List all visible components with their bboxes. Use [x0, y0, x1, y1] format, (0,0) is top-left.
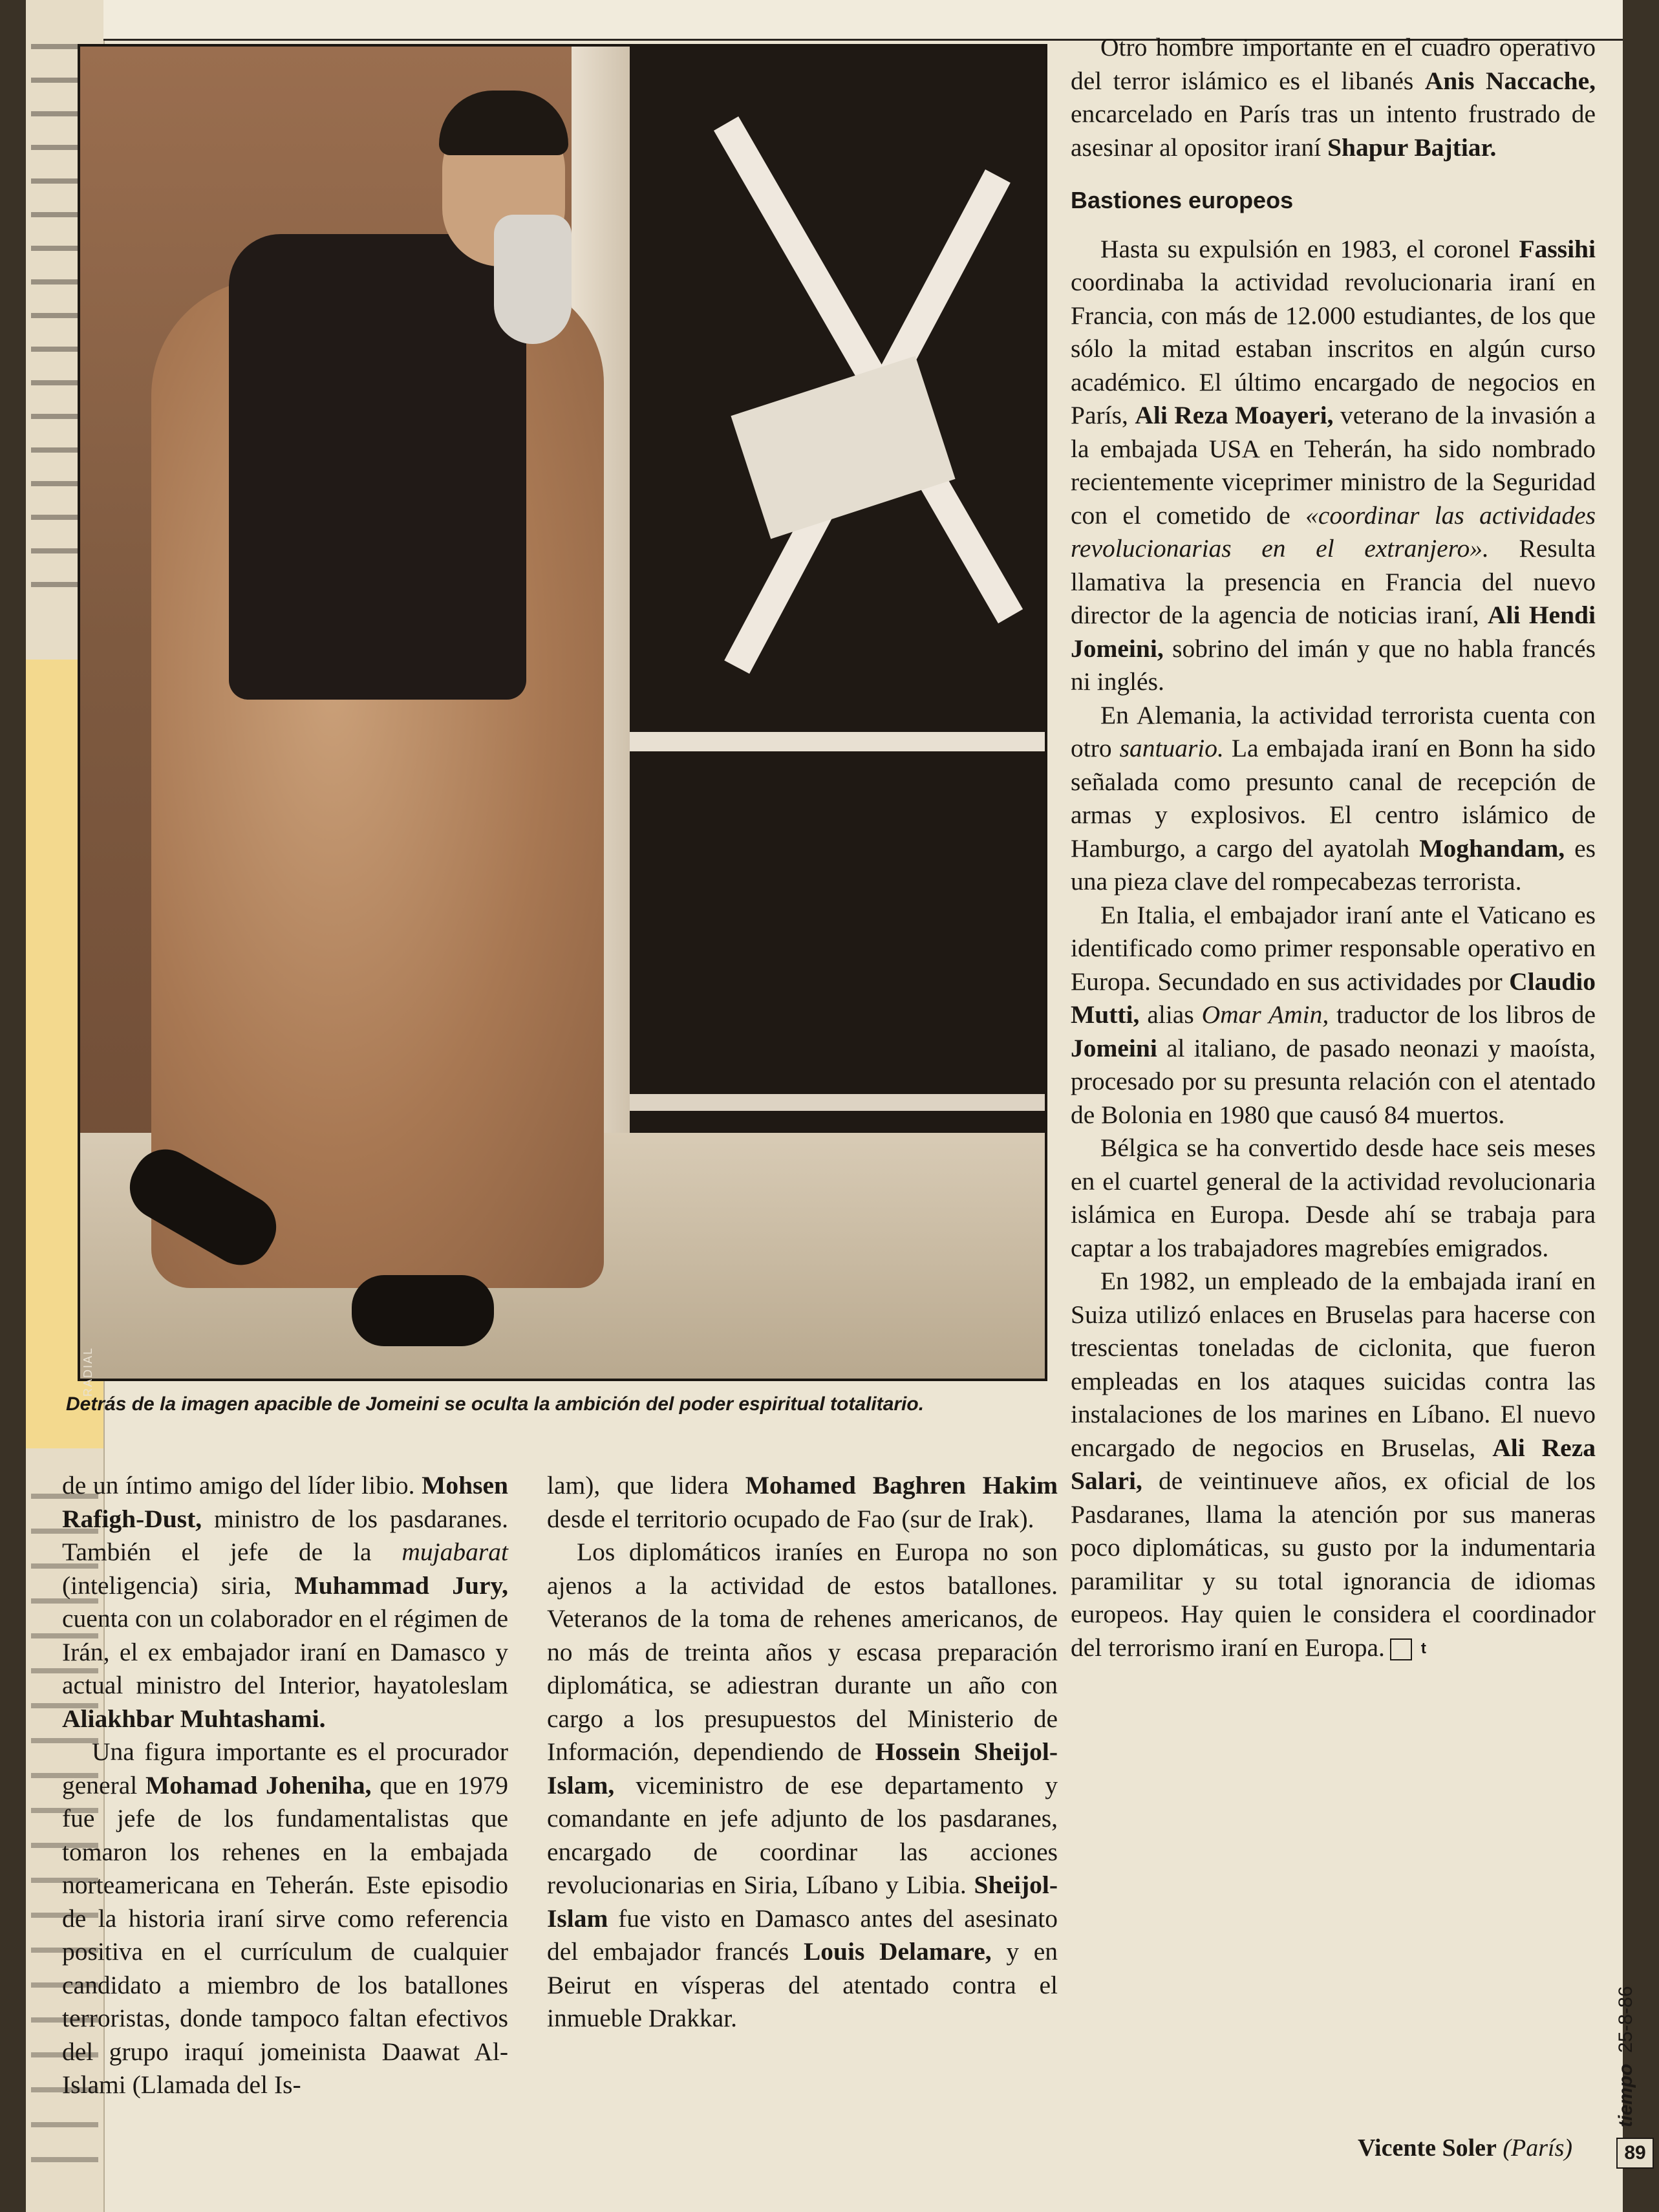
paragraph: Hasta su expulsión en 1983, el coronel Fassihi coordinaba la actividad revolucionaria iraní en Francia, con más de 12.000 estudiantes, de los que sólo la mitad estaban inscritos en algún curso académico. El último encargado de negocios en París, Ali Reza Moayeri, veterano de la invasión a la embajada USA en Teherán, ha sido nombrado recientemente viceprimer ministro de la Seguridad con el cometido de «coordinar las actividades revolucionarias en el extranjero». Resulta llamativa la presencia en Francia del nuevo director de la agencia de noticias iraní, Ali Hendi Jomeini, sobrino del imán y que no habla francés ni inglés.: [1071, 234, 1596, 696]
byline-place: (París): [1503, 2134, 1573, 2162]
paragraph: Los diplomáticos iraníes en Europa no son ajenos a la actividad de estos batallones. Veteranos de la toma de rehenes americanos, de no más de treinta años y escasa preparación diplomática, se adiestran durante un año con cargo a los presupuestos del Ministerio de Información, dependiendo de Hossein Sheijol-Islam, viceministro de ese departamento y comandante en jefe adjunto de los pasdaranes, encargado de coordinar las acciones revolucionarias en Siria, Líbano y Libia. Sheijol-Islam fue visto en Damasco antes del asesinato del embajador francés Louis Delamare, y en Beirut en vísperas del atentado contra el inmueble Drakkar.: [547, 1538, 1058, 2032]
photo-figure-vest: [229, 234, 526, 700]
paragraph: En Italia, el embajador iraní ante el Vaticano es identificado como primer responsable operativo en Europa. Secundado en sus actividades por Claudio Mutti, alias Omar Amin, traductor de los libros de Jomeini al italiano, de pasado neonazi y maoísta, procesado por su presunta relación con el atentado de Bolonia en 1980 que causó 84 muertos.: [1071, 900, 1596, 1129]
photo-door-frame-lower: [630, 1094, 1045, 1111]
paragraph: lam), que lidera Mohamed Baghren Hakim desde el territorio ocupado de Fao (sur de Irak).: [547, 1471, 1058, 1533]
folio-side: [1615, 1856, 1645, 2127]
photo-caption: Detrás de la imagen apacible de Jomeini se oculta la ambición del poder espiritual totalitario.: [66, 1393, 925, 1415]
section-subheading: Bastiones europeos: [1071, 187, 1294, 213]
article-column-1: [62, 1469, 508, 2102]
magazine-name: tiempo: [1615, 2063, 1636, 2127]
article-column-3: [1071, 31, 1596, 1664]
paragraph: En Alemania, la actividad terrorista cuenta con otro santuario. La embajada iraní en Bonn ha sido señalada como presunto canal de recepción de armas y explosivos. El centro islámico de Hamburgo, a cargo del ayatolah Moghandam, es una pieza clave del rompecabezas terrorista.: [1071, 700, 1596, 896]
author-name: Vicente Soler: [1358, 2134, 1497, 2162]
photo-figure-foot-right: [352, 1275, 494, 1346]
paragraph: de un íntimo amigo del líder libio. Mohsen Rafigh-Dust, ministro de los pasdaranes. También el jefe de la mujabarat (inteligencia) siria, Muhammad Jury, cuenta con un colaborador en el régimen de Irán, el ex embajador iraní en Damasco y actual ministro del Interior, hayatoleslam Aliakhbar Muhtashami.: [62, 1471, 508, 1733]
byline: [1358, 2134, 1629, 2162]
article-photo: [78, 44, 1047, 1381]
paragraph: Otro hombre importante en el cuadro operativo del terror islámico es el libanés Anis Naccache, encarcelado en París tras un intento frustrado de asesinar al opositor iraní Shapur Bajtiar.: [1071, 33, 1596, 162]
photo-figure-beard: [494, 215, 572, 344]
photo-credit: RADIAL: [81, 1346, 94, 1397]
paragraph: Bélgica se ha convertido desde hace seis meses en el cuartel general de la actividad revolucionaria islámica en Europa. Desde ahí se trabaja para captar a los trabajadores magrebíes emigrados.: [1071, 1133, 1596, 1262]
end-of-article-mark: t: [1390, 1638, 1412, 1660]
issue-date: 25-8-86: [1615, 1986, 1636, 2053]
paragraph: Una figura importante es el procurador general Mohamad Joheniha, que en 1979 fue jefe de los fundamentalistas que tomaron los rehenes en la embajada norteamericana en Teherán. Este episodio de la historia iraní sirve como referencia positiva en el currículum de cualquier candidato a miembro de los batallones terroristas, donde tampoco faltan efectivos del grupo iraquí jomeinista Daawat Al-Islami (Llamada del Is-: [62, 1737, 508, 2099]
photo-door-frame: [630, 732, 1045, 751]
article-column-2: [547, 1469, 1058, 2035]
page-number: 89: [1616, 2138, 1654, 2169]
paragraph: En 1982, un empleado de la embajada iraní en Suiza utilizó enlaces en Bruselas para hacerse con trescientas toneladas de ciclonita, que fueron empleadas en los ataques suicidas contra las instalaciones de los marines en Líbano. El nuevo encargado de negocios en Bruselas, Ali Reza Salari, de veintinueve años, ex oficial de los Pasdaranes, llama la atención por sus maneras poco diplomáticas, su gusto por la indumentaria paramilitar y su total ignorancia de idiomas europeos. Hay quien le considera el coordinador del terrorismo iraní en Europa. t: [1071, 1267, 1596, 1662]
